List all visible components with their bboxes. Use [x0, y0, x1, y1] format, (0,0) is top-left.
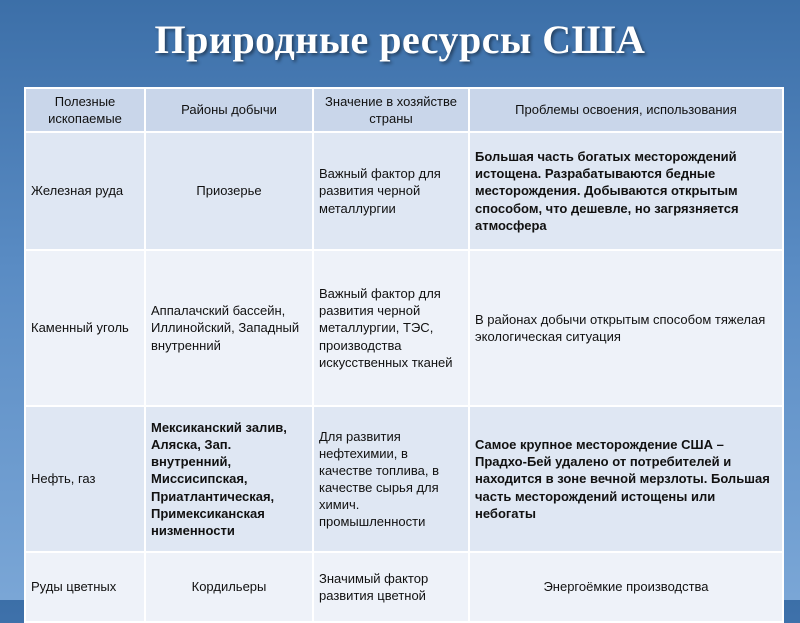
significance-cell: Важный фактор для развития черной металлургии, ТЭС, производства искусственных тканей [313, 250, 469, 406]
problems-cell: Самое крупное месторождение США – Прадхо-Бей удалено от потребителей и находится в зоне вечной мерзлоты. Большая часть месторождений истощены или небогаты [469, 406, 783, 552]
header-minerals: Полезные ископаемые [25, 88, 145, 132]
resource-cell: Нефть, газ [25, 406, 145, 552]
header-regions: Районы добычи [145, 88, 313, 132]
resources-table [24, 87, 784, 623]
problems-cell: В районах добычи открытым способом тяжелая экологическая ситуация [469, 250, 783, 406]
header-significance: Значение в хозяйстве страны [313, 88, 469, 132]
problems-cell: Энергоёмкие производства [469, 552, 783, 622]
significance-cell: Значимый фактор развития цветной [313, 552, 469, 622]
regions-cell: Приозерье [145, 132, 313, 250]
problems-cell: Большая часть богатых месторождений истощена. Разрабатываются бедные месторождения. Добываются открытым способом, что дешевле, но загрязняется атмосфера [469, 132, 783, 250]
significance-cell: Для развития нефтехимии, в качестве топлива, в качестве сырья для химич. промышленности [313, 406, 469, 552]
significance-cell: Важный фактор для развития черной металлургии [313, 132, 469, 250]
table-row [25, 250, 783, 406]
regions-cell: Кордильеры [145, 552, 313, 622]
table-row [25, 406, 783, 552]
resource-cell: Руды цветных [25, 552, 145, 622]
regions-cell: Аппалачский бассейн, Иллинойский, Западный внутренний [145, 250, 313, 406]
table-row [25, 552, 783, 622]
regions-cell: Мексиканский залив, Аляска, Зап. внутренний, Миссисипская, Приатлантическая, Примексиканская низменности [145, 406, 313, 552]
table-header-row [25, 88, 783, 132]
slide-title: Природные ресурсы США [154, 17, 646, 62]
resource-cell: Каменный уголь [25, 250, 145, 406]
resource-cell: Железная руда [25, 132, 145, 250]
header-problems: Проблемы освоения, использования [469, 88, 783, 132]
table-row [25, 132, 783, 250]
